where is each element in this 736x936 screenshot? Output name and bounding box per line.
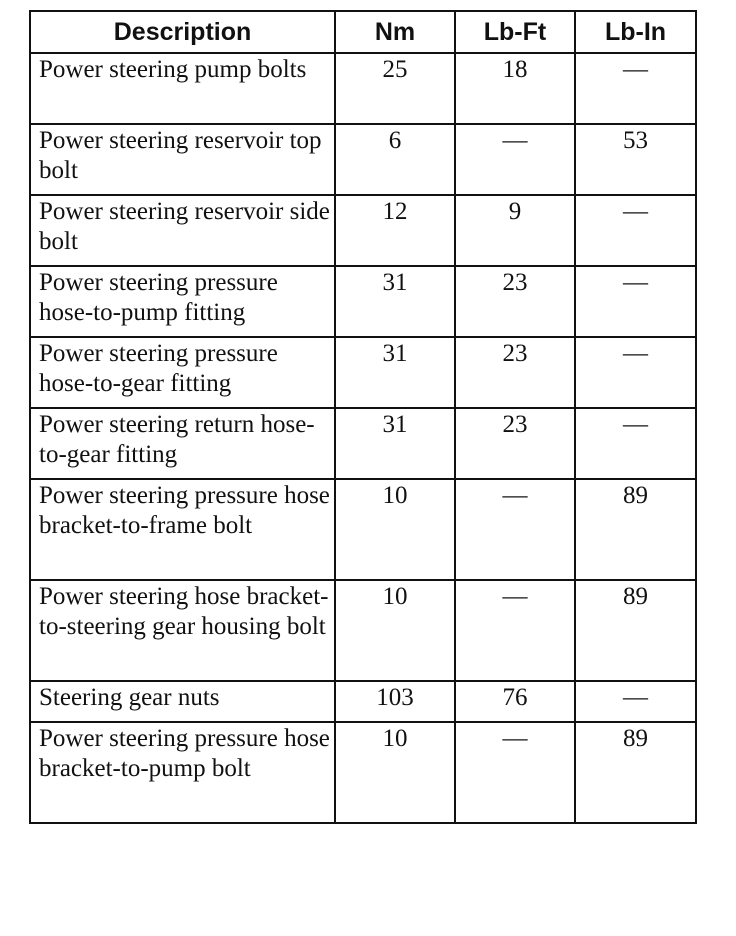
table-row: [30, 479, 696, 580]
cell-lb-in: —: [575, 266, 696, 337]
cell-lb-in: —: [575, 53, 696, 124]
cell-lb-in: —: [575, 681, 696, 722]
cell-description: Power steering pressure hose-to-gear fitting: [30, 337, 335, 408]
cell-lb-ft: 18: [455, 53, 575, 124]
cell-lb-in: —: [575, 408, 696, 479]
cell-description: Power steering pressure hose-to-pump fitting: [30, 266, 335, 337]
cell-lb-ft: —: [455, 124, 575, 195]
cell-nm: 103: [335, 681, 455, 722]
cell-nm: 10: [335, 479, 455, 580]
cell-nm: 6: [335, 124, 455, 195]
cell-lb-in: —: [575, 337, 696, 408]
cell-lb-ft: —: [455, 479, 575, 580]
cell-lb-ft: 23: [455, 266, 575, 337]
cell-description: Power steering reservoir top bolt: [30, 124, 335, 195]
cell-lb-ft: 23: [455, 408, 575, 479]
cell-description: Steering gear nuts: [30, 681, 335, 722]
cell-description: Power steering reservoir side bolt: [30, 195, 335, 266]
table-row: [30, 722, 696, 823]
cell-nm: 31: [335, 266, 455, 337]
header-nm: Nm: [335, 11, 455, 53]
cell-description: Power steering hose bracket-to-steering gear housing bolt: [30, 580, 335, 681]
header-lb-ft: Lb-Ft: [455, 11, 575, 53]
cell-nm: 31: [335, 408, 455, 479]
table-row: [30, 337, 696, 408]
cell-nm: 12: [335, 195, 455, 266]
cell-description: Power steering return hose-to-gear fitting: [30, 408, 335, 479]
cell-lb-in: —: [575, 195, 696, 266]
table-row: [30, 53, 696, 124]
table-row: [30, 124, 696, 195]
table-row: [30, 408, 696, 479]
cell-description: Power steering pressure hose bracket-to-frame bolt: [30, 479, 335, 580]
cell-nm: 10: [335, 580, 455, 681]
cell-lb-in: 89: [575, 580, 696, 681]
header-description: Description: [30, 11, 335, 53]
cell-nm: 25: [335, 53, 455, 124]
cell-nm: 10: [335, 722, 455, 823]
torque-spec-table: [29, 10, 697, 824]
cell-lb-ft: 76: [455, 681, 575, 722]
table-header-row: [30, 11, 696, 53]
cell-lb-ft: —: [455, 580, 575, 681]
cell-nm: 31: [335, 337, 455, 408]
cell-lb-in: 53: [575, 124, 696, 195]
header-lb-in: Lb-In: [575, 11, 696, 53]
table-row: [30, 681, 696, 722]
table-row: [30, 580, 696, 681]
table-row: [30, 195, 696, 266]
cell-lb-in: 89: [575, 479, 696, 580]
cell-lb-ft: 23: [455, 337, 575, 408]
cell-description: Power steering pump bolts: [30, 53, 335, 124]
cell-lb-ft: 9: [455, 195, 575, 266]
cell-lb-in: 89: [575, 722, 696, 823]
cell-lb-ft: —: [455, 722, 575, 823]
table-row: [30, 266, 696, 337]
cell-description: Power steering pressure hose bracket-to-pump bolt: [30, 722, 335, 823]
